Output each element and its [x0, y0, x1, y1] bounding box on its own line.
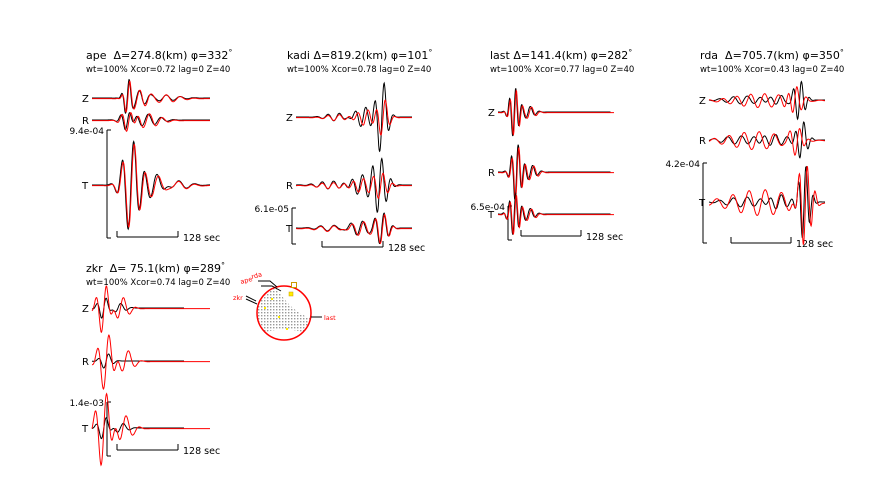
component-label-r: R [699, 136, 706, 147]
trace-t-observed [296, 213, 412, 244]
beachball-white-sector [265, 330, 303, 340]
station-header [86, 48, 232, 62]
axis-dot-marker [264, 307, 266, 309]
station-header-text: last Δ=141.4(km) φ=282 [490, 49, 629, 62]
trace-z-synthetic [92, 81, 210, 112]
station-header-text: zkr Δ= 75.1(km) φ=289 [86, 262, 222, 275]
station-fit-info: wt=100% Xcor=0.43 lag=0 Z=40 [700, 65, 845, 75]
time-scale-label: 128 sec [183, 233, 221, 244]
component-label-z: Z [699, 96, 706, 107]
time-scale-bar [731, 237, 791, 243]
time-scale-label: 128 sec [183, 446, 221, 457]
component-label-t: T [699, 198, 706, 209]
station-header-text: kadi Δ=819.2(km) φ=101 [287, 49, 429, 62]
component-label-r: R [82, 357, 89, 368]
station-header-text: rda Δ=705.7(km) φ=350 [700, 49, 840, 62]
station-fit-info: wt=100% Xcor=0.77 lag=0 Z=40 [490, 65, 635, 75]
time-scale-bar [117, 231, 178, 237]
degree-superscript: ° [228, 48, 233, 57]
station-panel-ape [69, 48, 232, 244]
time-scale-bar [521, 230, 581, 236]
component-label-t: T [82, 424, 89, 435]
component-label-z: Z [488, 108, 495, 119]
degree-superscript: ° [628, 48, 633, 57]
trace-t-synthetic [92, 145, 210, 228]
open-square-marker [292, 283, 297, 288]
station-fit-info: wt=100% Xcor=0.78 lag=0 Z=40 [287, 65, 432, 75]
time-scale-label: 128 sec [388, 243, 426, 254]
degree-superscript: ° [428, 48, 433, 57]
station-fit-info: wt=100% Xcor=0.74 lag=0 Z=40 [86, 278, 231, 288]
axis-dot-marker [286, 328, 288, 330]
station-fit-info: wt=100% Xcor=0.72 lag=0 Z=40 [86, 65, 231, 75]
component-label-t: T [82, 181, 89, 192]
trace-z-observed [92, 80, 210, 114]
component-label-r: R [286, 181, 293, 192]
trace-r-synthetic [709, 129, 825, 156]
component-label-t: T [488, 210, 495, 221]
trace-r-synthetic [92, 335, 210, 389]
time-scale-bar [322, 241, 383, 247]
degree-superscript: ° [221, 261, 226, 270]
amplitude-label: 6.1e-05 [254, 205, 289, 215]
trace-z-synthetic [92, 286, 210, 332]
station-panel-rda [665, 48, 844, 250]
amplitude-label: 6.5e-04 [470, 203, 505, 213]
component-label-r: R [82, 116, 89, 127]
component-label-z: Z [82, 94, 89, 105]
station-header [86, 261, 225, 275]
component-label-z: Z [286, 113, 293, 124]
axis-dot-marker [271, 298, 273, 300]
trace-t-synthetic [498, 195, 614, 234]
degree-superscript: ° [839, 48, 844, 57]
beachball-station-label: ape [239, 275, 254, 286]
trace-z-synthetic [296, 100, 412, 135]
trace-r-synthetic [92, 113, 210, 132]
amplitude-scale-bar [292, 208, 296, 244]
beachball-station-label: rda [250, 270, 263, 281]
station-panel-last [470, 48, 634, 243]
amplitude-label: 1.4e-03 [69, 399, 104, 409]
time-scale-label: 128 sec [796, 239, 834, 250]
filled-square-marker [289, 292, 293, 296]
amplitude-label: 4.2e-04 [665, 160, 700, 170]
component-label-t: T [286, 224, 293, 235]
station-header [490, 48, 632, 62]
component-label-r: R [488, 168, 495, 179]
time-scale-bar [117, 444, 178, 450]
station-panel-zkr [69, 261, 230, 465]
amplitude-label: 9.4e-04 [69, 127, 104, 137]
time-scale-label: 128 sec [586, 232, 624, 243]
beachball-station-label: last [324, 314, 336, 322]
station-header [287, 48, 432, 62]
station-header [700, 48, 844, 62]
component-label-z: Z [82, 304, 89, 315]
focal-mechanism-beachball [233, 270, 336, 340]
station-leader-line [246, 296, 256, 301]
station-panel-kadi [254, 48, 432, 254]
trace-t-observed [709, 167, 825, 237]
station-header-text: ape Δ=274.8(km) φ=332 [86, 49, 229, 62]
station-leader-line [246, 299, 257, 304]
trace-z-synthetic [498, 91, 614, 135]
axis-dot-marker [278, 316, 280, 318]
beachball-station-label: zkr [233, 294, 243, 302]
